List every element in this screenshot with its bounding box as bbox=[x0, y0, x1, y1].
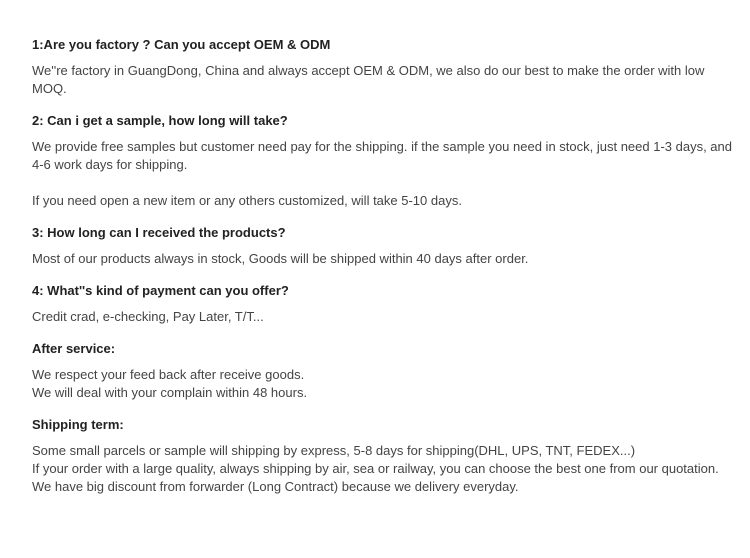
faq-item-payment bbox=[32, 282, 740, 326]
faq-question: 1:Are you factory ? Can you accept OEM & ODM bbox=[32, 37, 331, 52]
faq-answer: Most of our products always in stock, Goods will be shipped within 40 days after order. bbox=[32, 251, 529, 266]
faq-answer: We''re factory in GuangDong, China and always accept OEM & ODM, we also do our best to make the order with low MOQ. bbox=[32, 63, 705, 96]
faq-question: 3: How long can I received the products? bbox=[32, 225, 286, 240]
faq-answer: Some small parcels or sample will shipping by express, 5-8 days for shipping(DHL, UPS, TNT, FEDEX...) bbox=[32, 443, 636, 458]
faq-answer: If you need open a new item or any others customized, will take 5-10 days. bbox=[32, 193, 462, 208]
faq-answer: We have big discount from forwarder (Long Contract) because we delivery everyday. bbox=[32, 479, 519, 494]
faq-section bbox=[32, 36, 740, 510]
paragraph-gap bbox=[32, 174, 740, 192]
faq-answer: We respect your feed back after receive goods. bbox=[32, 367, 305, 382]
faq-item-shipping bbox=[32, 416, 740, 496]
faq-item-sample bbox=[32, 112, 740, 210]
faq-question: 4: What''s kind of payment can you offer? bbox=[32, 283, 289, 298]
faq-question: Shipping term: bbox=[32, 417, 124, 432]
faq-question: 2: Can i get a sample, how long will take? bbox=[32, 113, 288, 128]
faq-question: After service: bbox=[32, 341, 116, 356]
faq-item-after-service bbox=[32, 340, 740, 402]
faq-item-delivery bbox=[32, 224, 740, 268]
faq-answer: We will deal with your complain within 48 hours. bbox=[32, 385, 308, 400]
faq-answer: Credit crad, e-checking, Pay Later, T/T... bbox=[32, 309, 264, 324]
faq-answer: We provide free samples but customer need pay for the shipping. if the sample you need in stock, just need 1-3 days, and 4-6 work days for shipping. bbox=[32, 139, 732, 172]
faq-answer: If your order with a large quality, always shipping by air, sea or railway, you can choose the best one from our quotation. bbox=[32, 461, 719, 476]
faq-item-factory bbox=[32, 36, 740, 98]
